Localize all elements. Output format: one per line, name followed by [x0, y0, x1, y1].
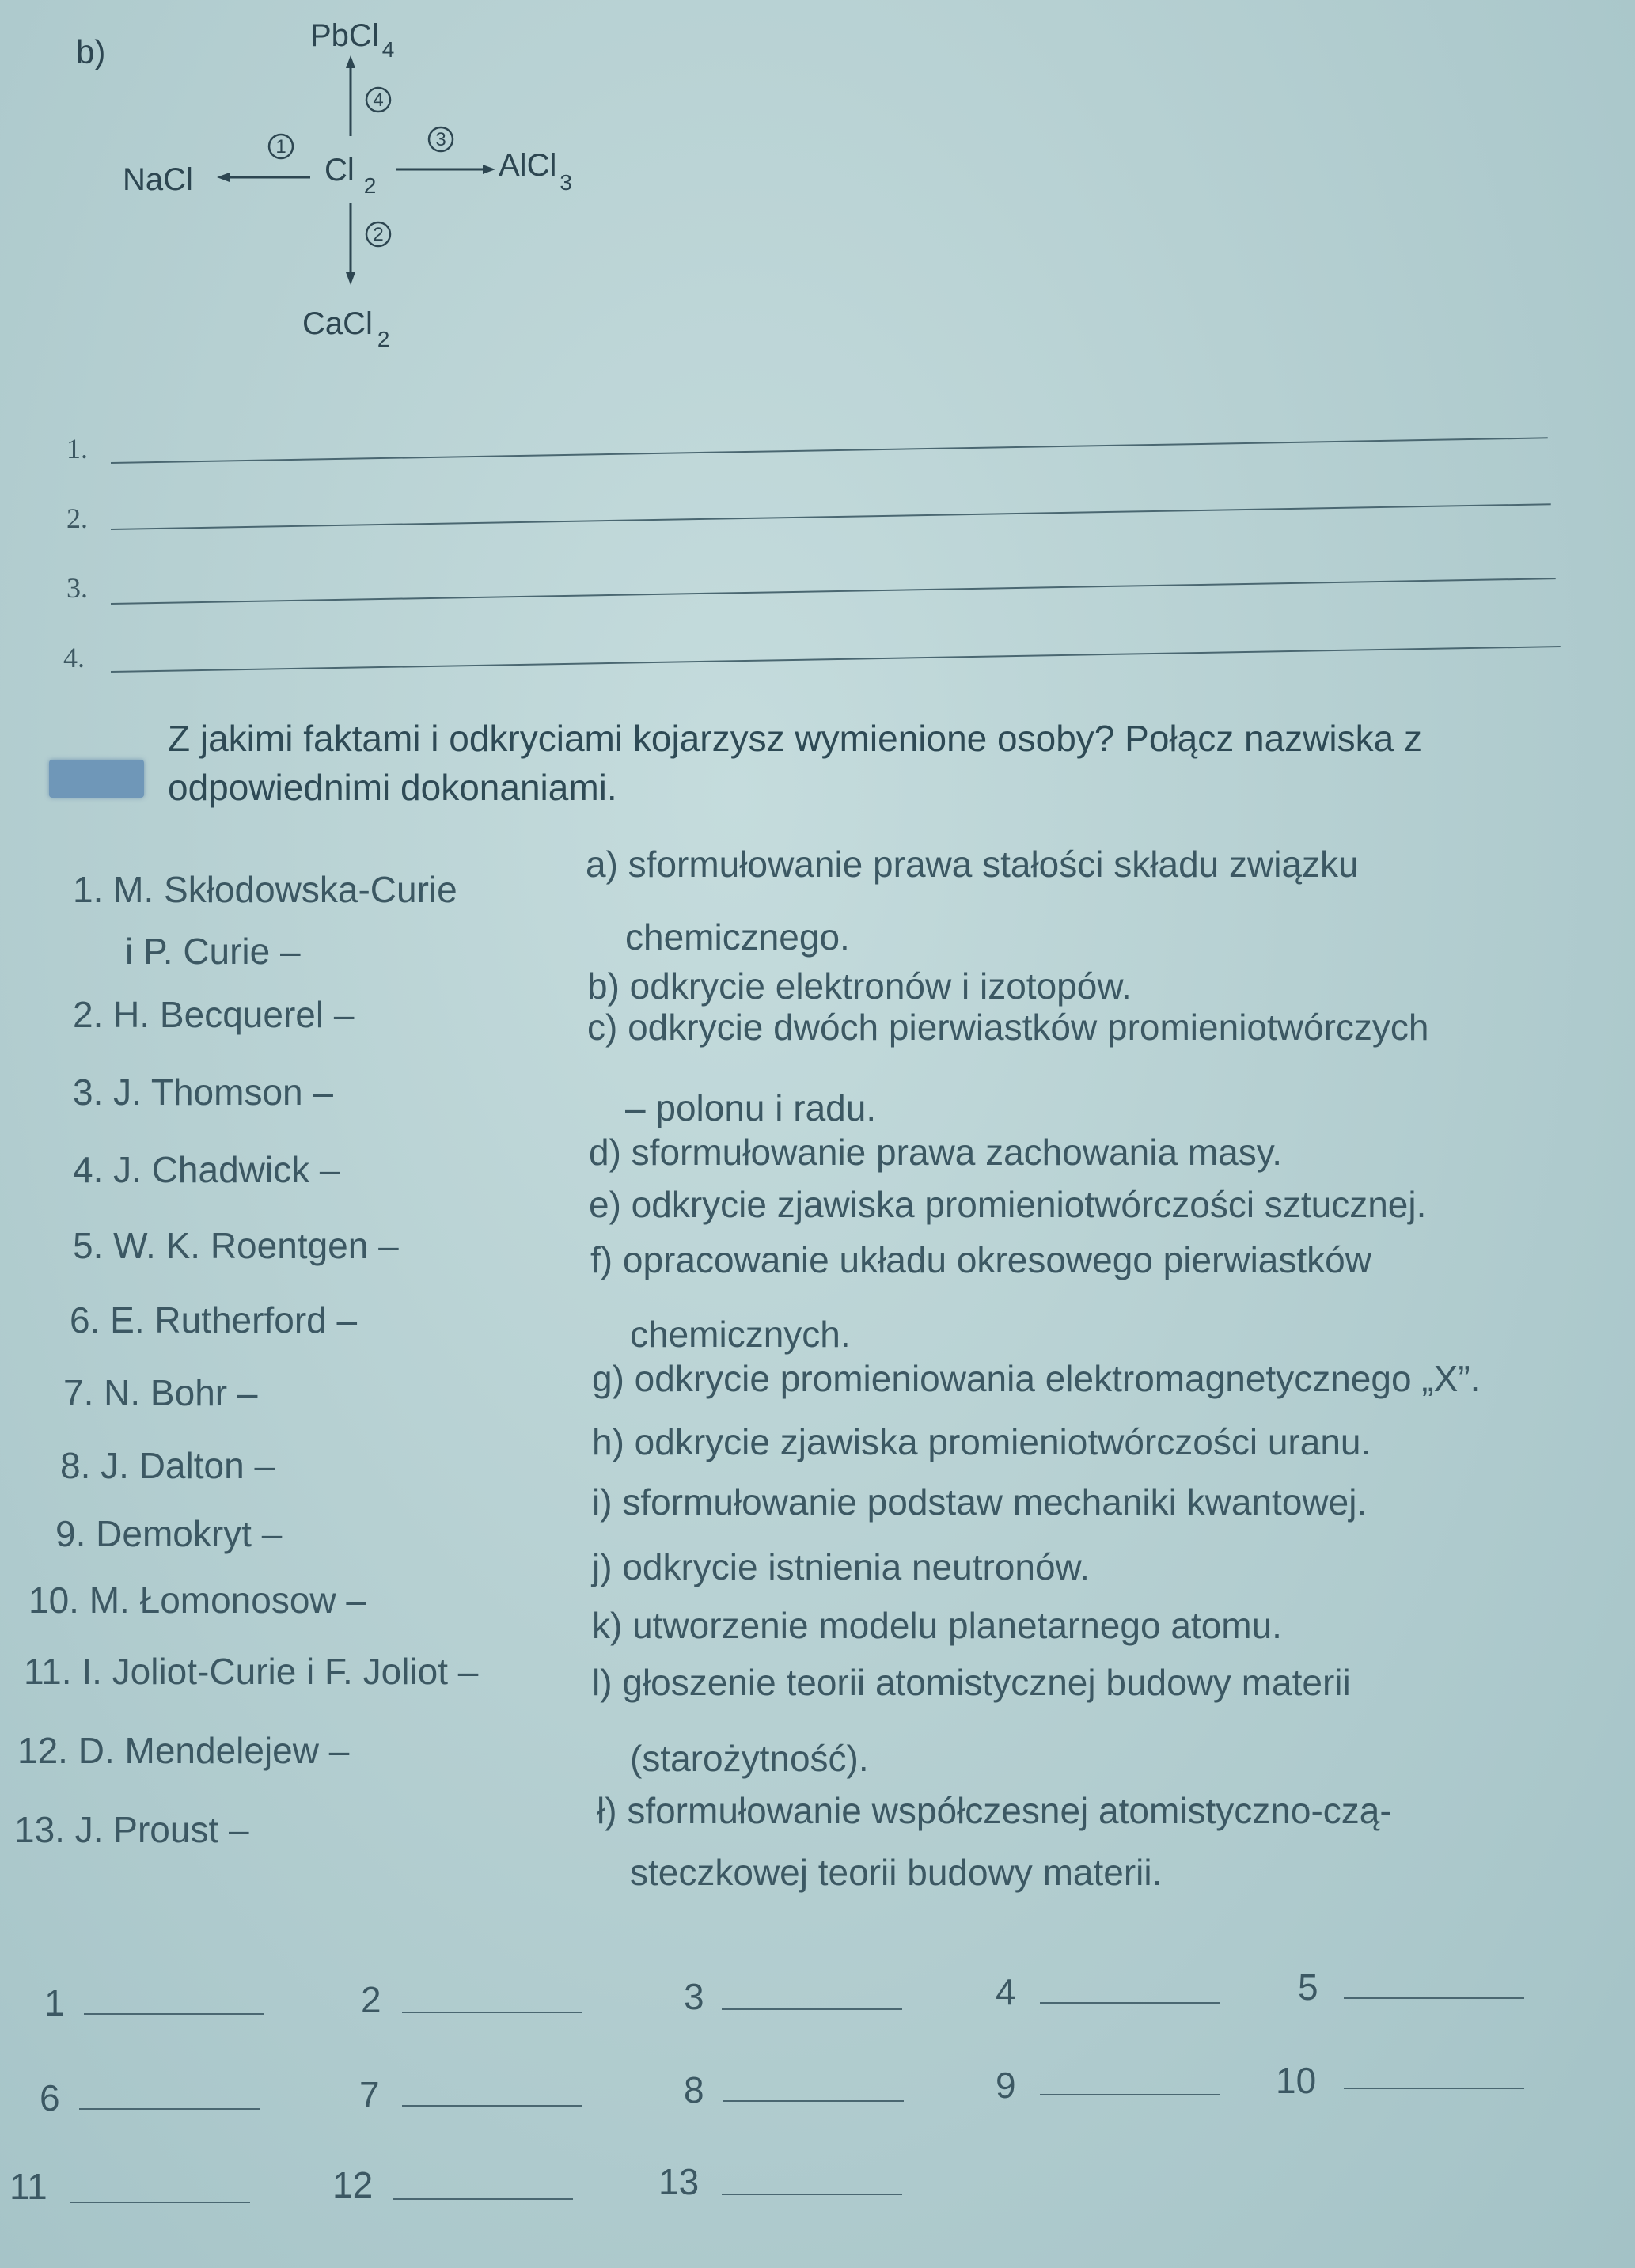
svg-text:4: 4	[373, 89, 384, 111]
arrow-step-4	[346, 55, 390, 136]
node-center: Cl $_2$	[324, 153, 377, 198]
answer-line-3[interactable]	[722, 2008, 902, 2010]
achievement-item-cont: – polonu i radu.	[625, 1087, 877, 1128]
svg-text:2: 2	[373, 224, 384, 245]
answer-number: 7	[359, 2074, 380, 2115]
achievement-item: g) odkrycie promieniowania elektromagnetycznego „X”.	[592, 1358, 1481, 1399]
achievement-item: b) odkrycie elektronów i izotopów.	[587, 965, 1132, 1007]
answer-number: 6	[40, 2077, 60, 2118]
answer-number: 12	[332, 2164, 374, 2205]
answer-line-6[interactable]	[79, 2108, 260, 2110]
answer-line-4[interactable]	[1040, 2002, 1220, 2004]
person-item: 2. H. Becquerel –	[73, 994, 355, 1035]
answer-number: 11	[9, 2166, 47, 2207]
reaction-answer-line-3[interactable]	[111, 578, 1556, 605]
reaction-line-number: 3.	[66, 572, 88, 604]
achievement-item-cont: chemicznych.	[630, 1314, 851, 1355]
achievement-item: j) odkrycie istnienia neutronów.	[592, 1546, 1090, 1587]
answer-line-1[interactable]	[84, 2013, 264, 2015]
achievement-item: k) utworzenie modelu planetarnego atomu.	[592, 1605, 1282, 1646]
reaction-line-number: 4.	[63, 642, 85, 673]
answer-line-2[interactable]	[402, 2012, 582, 2013]
person-item: 7. N. Bohr –	[63, 1372, 258, 1413]
node-top: PbCl $_4$	[310, 18, 395, 62]
achievement-item: a) sformułowanie prawa stałości składu związku	[586, 844, 1359, 885]
achievement-item: h) odkrycie zjawiska promieniotwórczości uranu.	[592, 1421, 1371, 1462]
person-item: 8. J. Dalton –	[60, 1445, 275, 1486]
answer-number: 5	[1298, 1966, 1318, 2008]
node-left: NaCl	[123, 162, 193, 197]
answer-line-9[interactable]	[1040, 2094, 1220, 2095]
node-bottom: CaCl $_2$	[302, 306, 390, 351]
reaction-line-number: 2.	[66, 503, 88, 534]
node-right: AlCl $_3$	[499, 148, 572, 195]
achievement-item: f) opracowanie układu okresowego pierwiastków	[590, 1239, 1371, 1280]
arrow-step-3	[396, 127, 495, 174]
answer-number: 10	[1276, 2060, 1317, 2101]
answer-line-7[interactable]	[402, 2105, 582, 2107]
answer-line-8[interactable]	[723, 2100, 904, 2102]
person-item: 1. M. Skłodowska-Curie	[73, 869, 457, 910]
answer-number: 1	[44, 1982, 65, 2023]
answer-number: 3	[684, 1976, 704, 2017]
person-item: 10. M. Łomonosow –	[28, 1580, 367, 1621]
achievement-item: ł) sformułowanie współczesnej atomistyczno-czą-	[597, 1790, 1392, 1831]
person-item: 9. Demokryt –	[55, 1513, 283, 1554]
achievement-item-cont: steczkowej teorii budowy materii.	[630, 1852, 1163, 1893]
task-instruction: Z jakimi faktami i odkryciami kojarzysz wymienione osoby? Połącz nazwiska z odpowiednimi dokonaniami.	[168, 718, 1422, 808]
answer-line-10[interactable]	[1344, 2088, 1524, 2089]
achievement-item: i) sformułowanie podstaw mechaniki kwantowej.	[592, 1481, 1368, 1523]
achievement-item: e) odkrycie zjawiska promieniotwórczości sztucznej.	[589, 1184, 1427, 1225]
answer-number: 9	[996, 2065, 1016, 2106]
answer-number: 4	[996, 1971, 1016, 2012]
achievement-item: l) głoszenie teorii atomistycznej budowy materii	[592, 1662, 1351, 1703]
answer-number: 2	[361, 1979, 381, 2020]
arrow-step-1	[217, 135, 310, 182]
reaction-line-number: 1.	[66, 433, 88, 465]
achievement-item: d) sformułowanie prawa zachowania masy.	[589, 1132, 1283, 1173]
reaction-answer-line-2[interactable]	[111, 503, 1551, 530]
person-item: 5. W. K. Roentgen –	[73, 1225, 399, 1266]
person-item: 3. J. Thomson –	[73, 1071, 333, 1113]
svg-text:3: 3	[435, 129, 446, 150]
part-label: b)	[76, 33, 106, 70]
svg-text:1: 1	[275, 136, 286, 157]
task-number-badge	[49, 760, 144, 798]
reaction-answer-line-1[interactable]	[111, 437, 1548, 464]
answer-line-12[interactable]	[393, 2198, 573, 2200]
reaction-scheme-diagram	[0, 0, 712, 380]
answer-line-5[interactable]	[1344, 1997, 1524, 1999]
arrow-step-2	[346, 203, 390, 285]
answer-line-11[interactable]	[70, 2202, 250, 2203]
person-item: 13. J. Proust –	[14, 1809, 249, 1850]
answer-number: 8	[684, 2069, 704, 2111]
person-item: 11. I. Joliot-Curie i F. Joliot –	[24, 1651, 479, 1692]
achievement-item-cont: (starożytność).	[630, 1738, 869, 1779]
answer-number: 13	[658, 2161, 700, 2202]
person-item: 4. J. Chadwick –	[73, 1149, 340, 1190]
reaction-answer-line-4[interactable]	[111, 646, 1561, 673]
achievement-item: c) odkrycie dwóch pierwiastków promieniotwórczych	[587, 1007, 1429, 1048]
achievement-item-cont: chemicznego.	[625, 916, 850, 958]
person-item-cont: i P. Curie –	[125, 931, 301, 972]
person-item: 12. D. Mendelejew –	[17, 1730, 350, 1771]
person-item: 6. E. Rutherford –	[70, 1299, 358, 1341]
answer-line-13[interactable]	[722, 2194, 902, 2195]
